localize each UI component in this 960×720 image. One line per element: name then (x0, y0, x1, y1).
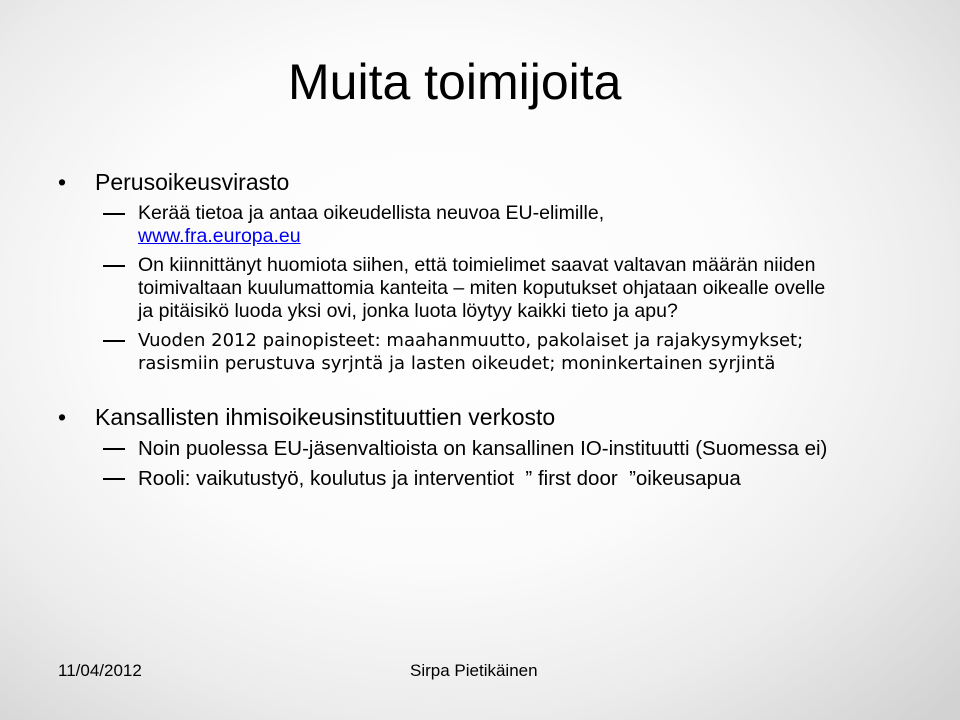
sub-item-text: On kiinnittänyt huomiota siihen, että toimielimet saavat valtavan määrän niiden toimivaltaan kuulumattomia kanteita – miten koputukset ohjataan oikealle ovelle ja pitäisikö luoda yksi ovi, jonka luota löytyy kaikki tieto ja apu? (138, 254, 826, 322)
sub-item (0, 467, 868, 491)
bullet-perusoikeusvirasto (0, 168, 895, 196)
sub-item-text: Noin puolessa EU-jäsenvaltioista on kansallinen IO-instituutti (Suomessa ei) (138, 437, 828, 460)
sub-item (0, 329, 818, 375)
footer-date: 11/04/2012 (58, 661, 142, 680)
dash-icon (103, 265, 125, 267)
fra-link[interactable]: www.fra.europa.eu (138, 225, 301, 247)
sub-item-text: Rooli: vaikutustyö, koulutus ja interventiot ” first door ”oikeusapua (138, 467, 741, 490)
bullet-ihmisoikeusinstituutit (0, 403, 895, 431)
dash-icon (103, 340, 125, 342)
sub-list (0, 202, 960, 375)
bullet-label: Kansallisten ihmisoikeusinstituuttien verkosto (95, 404, 556, 430)
slide-content (0, 168, 960, 497)
sub-item (0, 254, 828, 323)
footer-author: Sirpa Pietikäinen (410, 661, 538, 680)
slide-title: Muita toimijoita (288, 54, 622, 110)
sub-item-text: Kerää tietoa ja antaa oikeudellista neuvoa EU-elimille, (138, 202, 605, 224)
sub-item (0, 202, 828, 248)
dash-icon (103, 213, 125, 215)
dash-icon (103, 478, 125, 480)
bullet-label: Perusoikeusvirasto (95, 169, 290, 195)
bullet-icon: • (58, 404, 67, 430)
sub-list (0, 437, 960, 491)
sub-item-text: Vuoden 2012 painopisteet: maahanmuutto, pakolaiset ja rajakysymykset; rasismiin perustuva syrjntä ja lasten oikeudet; moninkertainen syrjintä (138, 330, 804, 374)
bullet-icon: • (58, 169, 67, 195)
sub-item (0, 437, 868, 461)
dash-icon (103, 448, 125, 450)
